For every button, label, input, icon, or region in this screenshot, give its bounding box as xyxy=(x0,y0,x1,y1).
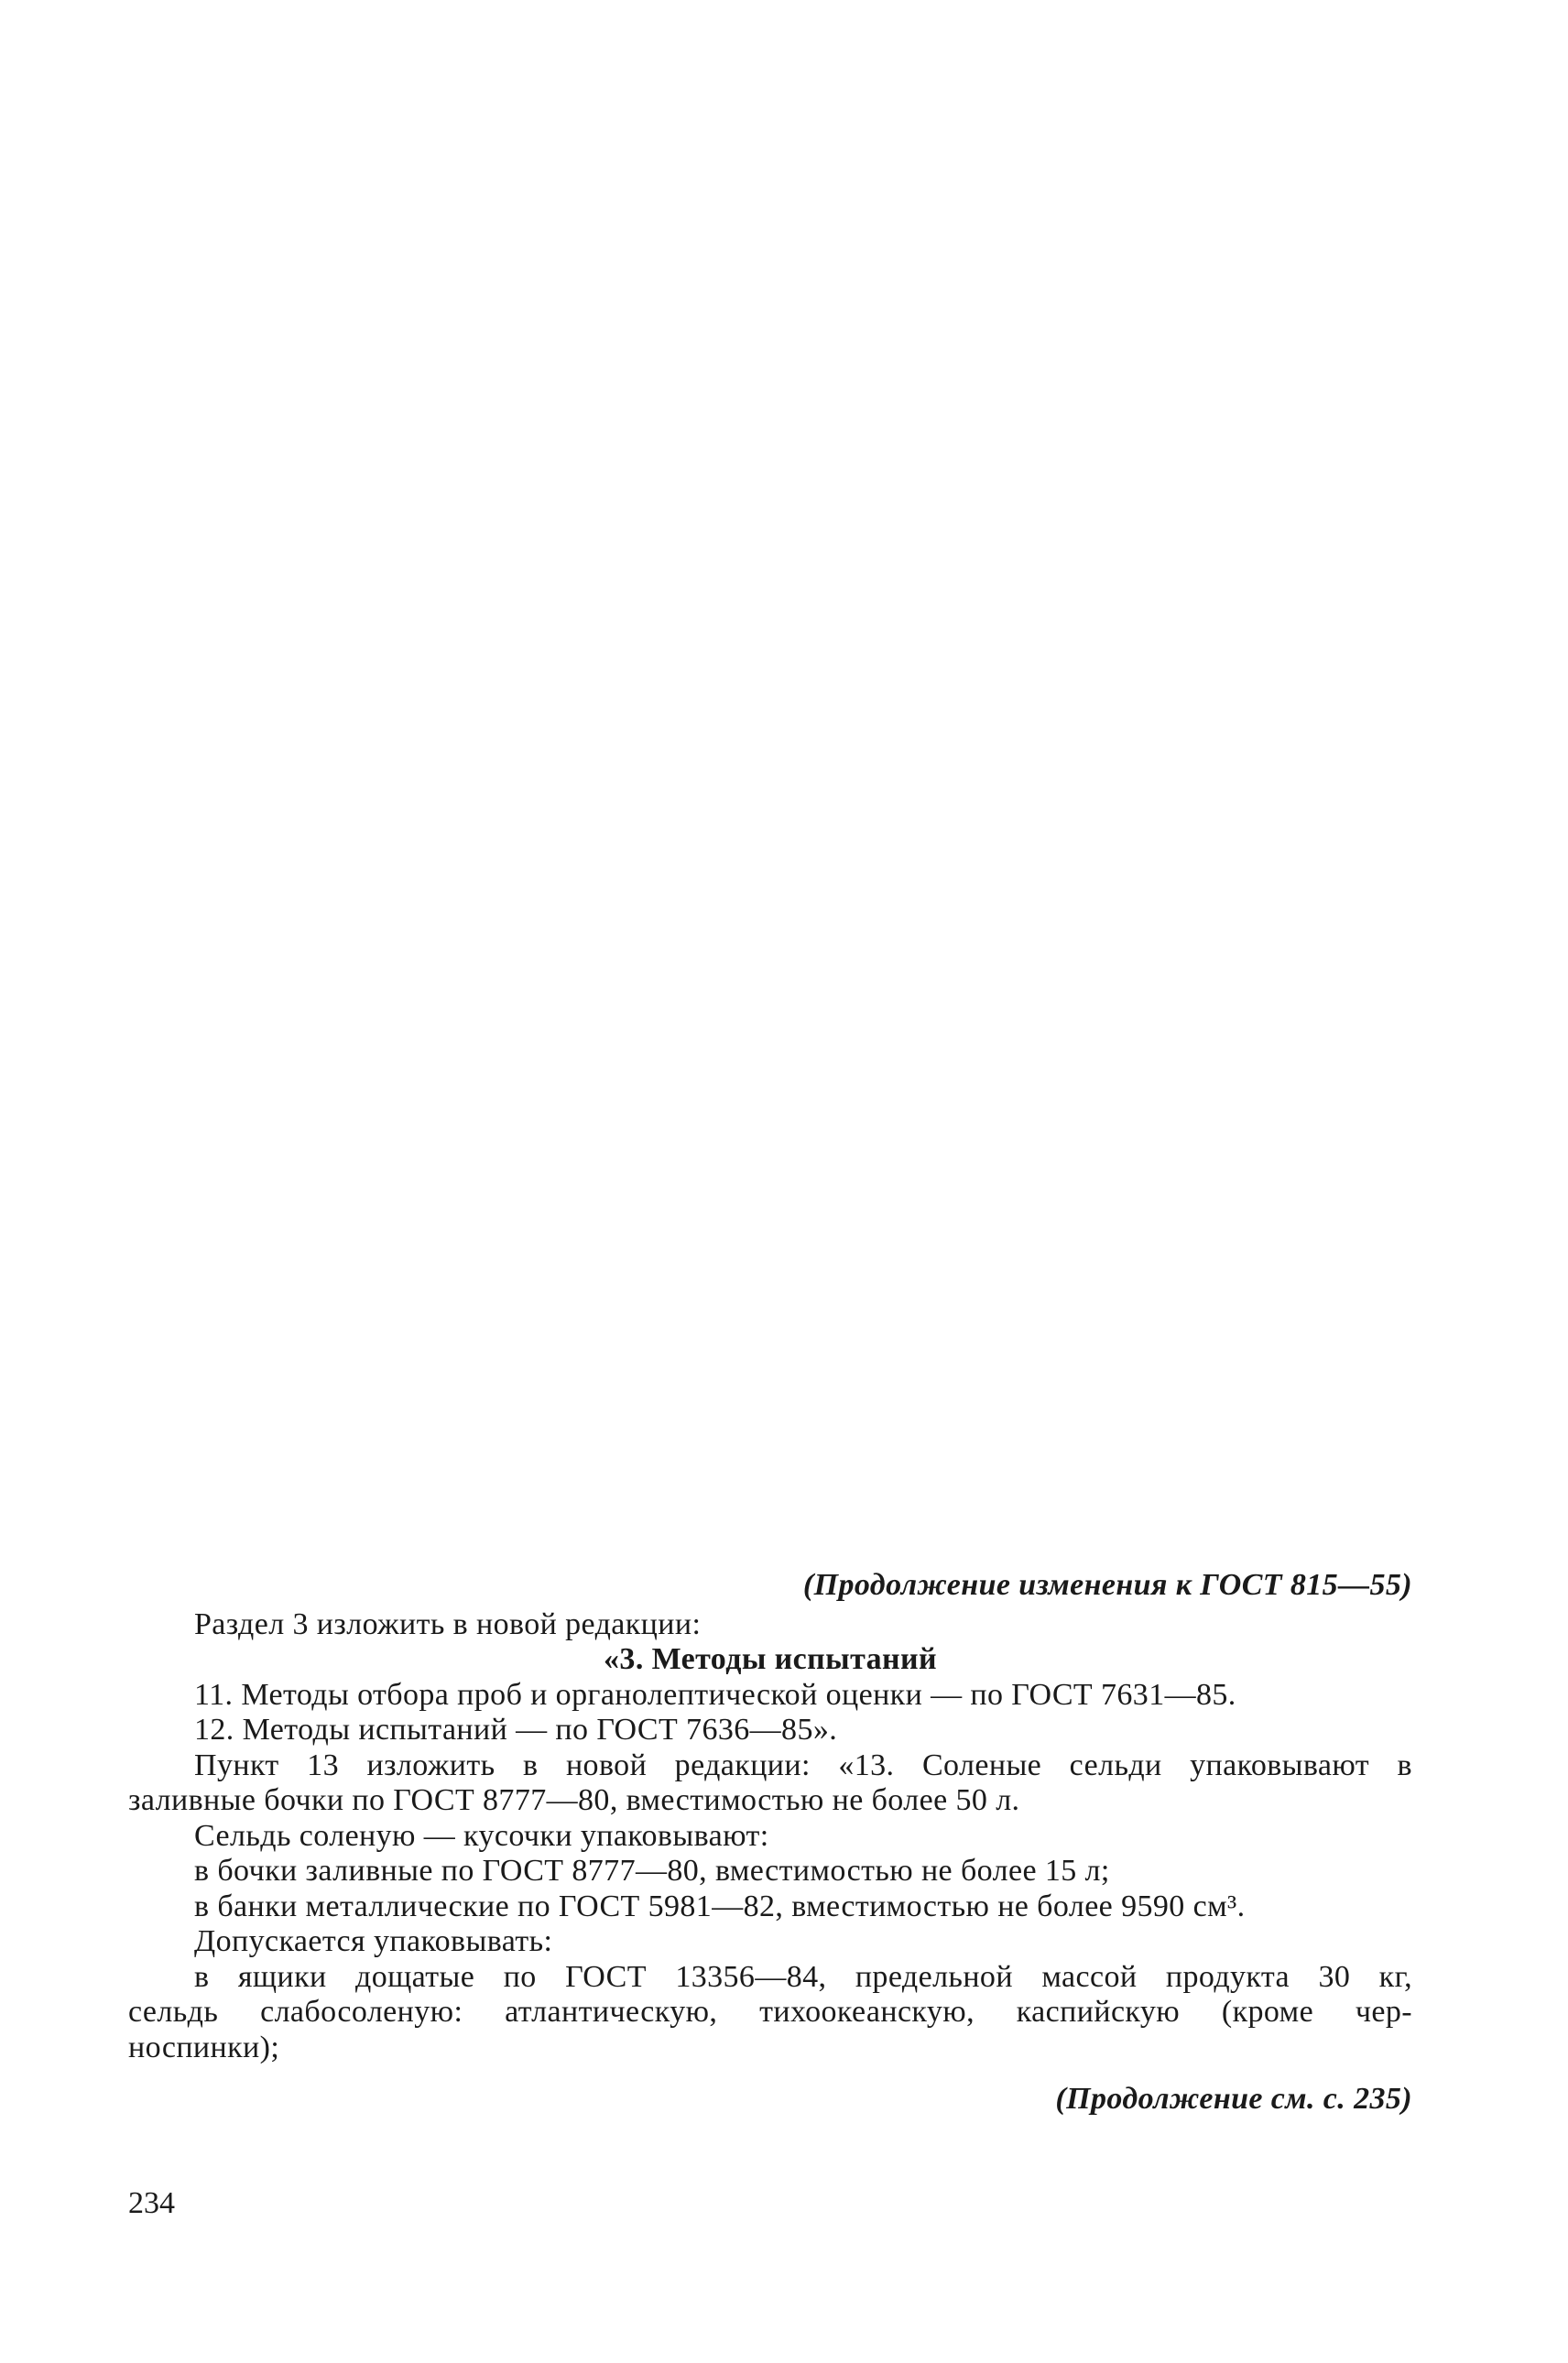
paragraph-line-13: носпинки); xyxy=(128,2030,280,2064)
paragraph-line-4: 12. Методы испытаний — по ГОСТ 7636—85». xyxy=(194,1713,838,1747)
page-number: 234 xyxy=(128,2186,175,2220)
paragraph-line-7: Сельдь соленую — кусочки упаковывают: xyxy=(194,1818,769,1853)
paragraph-line-12: сельдь слабосоленую: атлантическую, тихоокеанскую, каспийскую (кроме чер- xyxy=(128,1995,1412,2029)
document-text-block xyxy=(128,1568,1412,2118)
paragraph-line-10: Допускается упаковывать: xyxy=(194,1924,553,1958)
paragraph-line-11: в ящики дощатые по ГОСТ 13356—84, предельной массой продукта 30 кг, xyxy=(194,1959,1412,1994)
paragraph-line-5: Пункт 13 изложить в новой редакции: «13. Соленые сельди упаковывают в xyxy=(194,1748,1412,1782)
paragraph-line-1: Раздел 3 изложить в новой редакции: xyxy=(194,1606,702,1641)
paragraph-line-8: в бочки заливные по ГОСТ 8777—80, вместимостью не более 15 л; xyxy=(194,1854,1110,1888)
paragraph-line-6: заливные бочки по ГОСТ 8777—80, вместимостью не более 50 л. xyxy=(128,1783,1020,1817)
paragraph-line-9: в банки металлические по ГОСТ 5981—82, вместимостью не более 9590 см³. xyxy=(194,1889,1246,1923)
continuation-footer: (Продолжение см. с. 235) xyxy=(1055,2082,1412,2116)
continuation-header: (Продолжение изменения к ГОСТ 815—55) xyxy=(802,1568,1412,1602)
paragraph-line-3: 11. Методы отбора проб и органолептической оценки — по ГОСТ 7631—85. xyxy=(194,1677,1236,1712)
section-heading: «3. Методы испытаний xyxy=(604,1642,937,1676)
